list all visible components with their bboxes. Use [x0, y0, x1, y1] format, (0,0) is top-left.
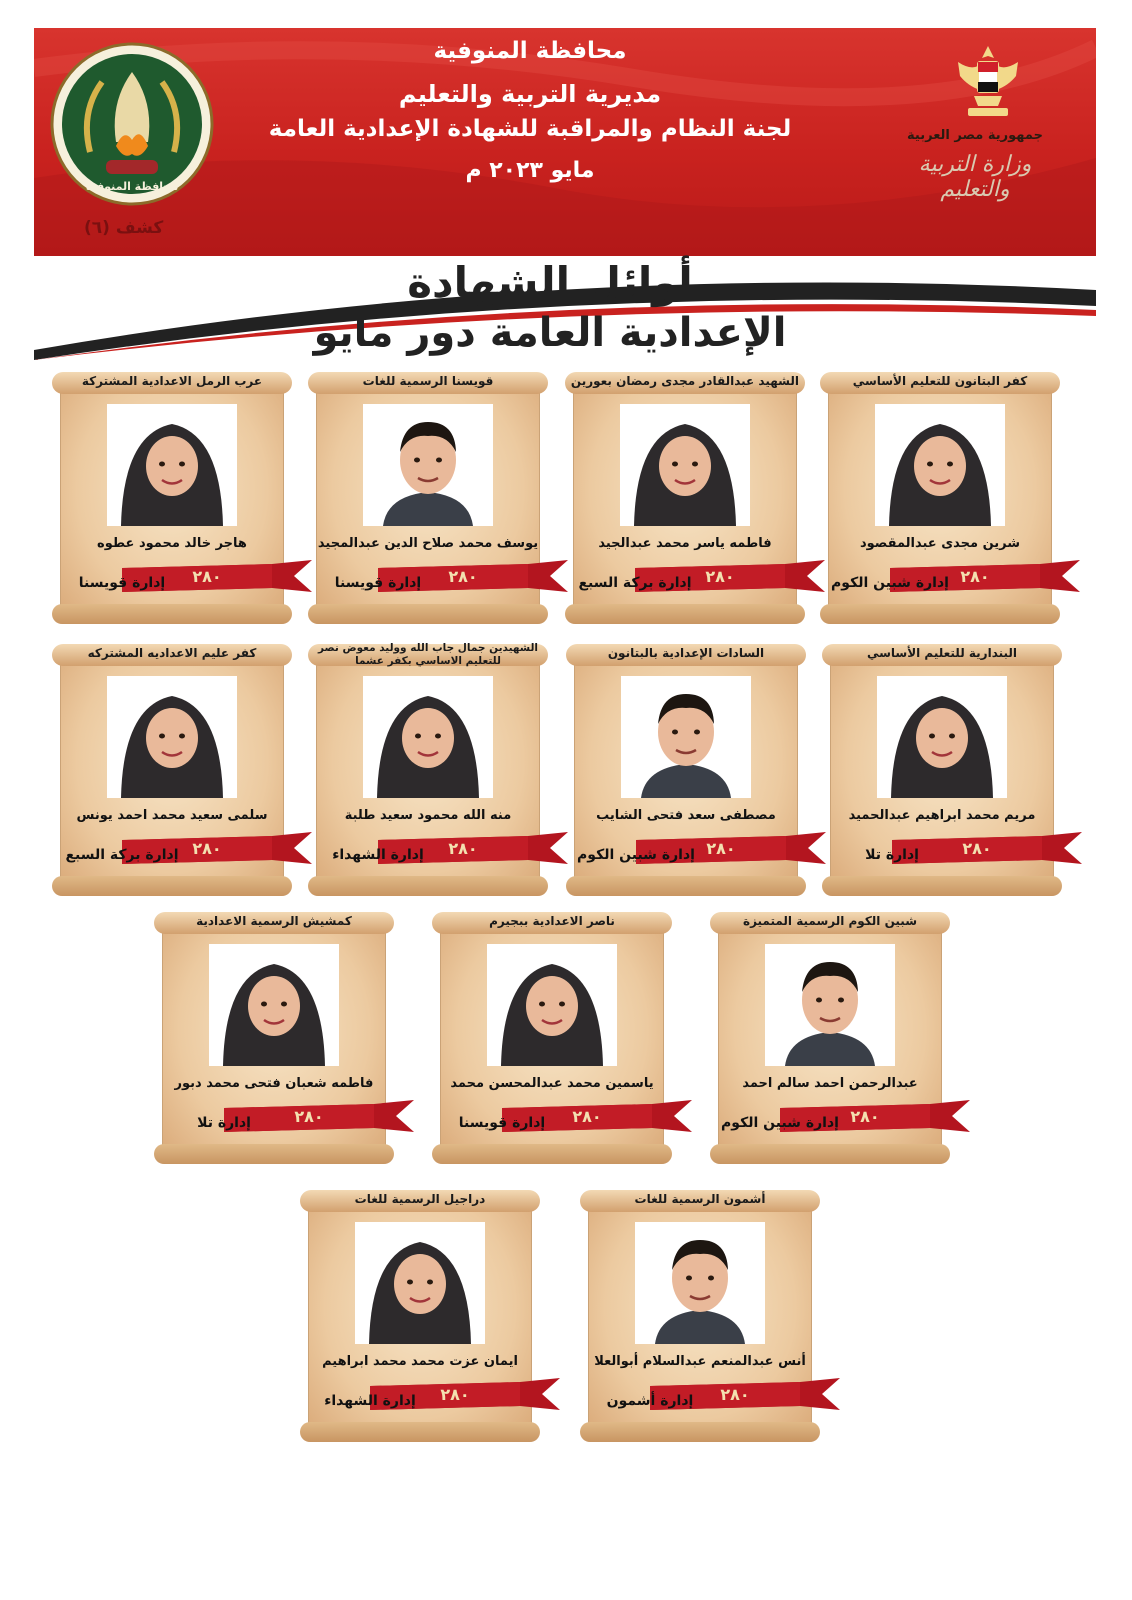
education-administration: إدارة قويسنا	[334, 575, 422, 591]
scroll-roll-bottom	[52, 604, 292, 624]
person-female-icon	[363, 676, 493, 798]
student-name: هاجر خالد محمود عطوه	[97, 536, 247, 551]
scroll-roll-bottom	[432, 1144, 672, 1164]
scroll-roll-bottom	[565, 604, 805, 624]
student-score: ٢٨٠	[294, 1107, 324, 1126]
education-administration: إدارة بركة السبع	[578, 575, 692, 591]
student-photo	[487, 944, 617, 1066]
student-score: ٢٨٠	[706, 839, 736, 858]
student-card-5	[822, 640, 1062, 896]
student-photo	[209, 944, 339, 1066]
student-photo	[765, 944, 895, 1066]
scroll-roll-bottom	[566, 876, 806, 896]
student-card-1	[820, 368, 1060, 624]
menofia-governorate-logo	[50, 42, 214, 206]
student-score: ٢٨٠	[962, 839, 992, 858]
page-subtitle: الإعدادية العامة دور مايو	[313, 310, 787, 356]
school-name: الشهيد عبدالقادر مجدى رمضان بعورين	[570, 374, 799, 388]
education-administration: إدارة شبين الكوم	[721, 1115, 839, 1131]
ministry-logo-text: وزارة التربية والتعليم	[918, 152, 1032, 202]
student-score: ٢٨٠	[192, 567, 222, 586]
student-score: ٢٨٠	[572, 1107, 602, 1126]
education-administration: إدارة تلا	[865, 847, 919, 863]
scroll-roll-bottom	[308, 876, 548, 896]
student-score: ٢٨٠	[960, 567, 990, 586]
education-administration: إدارة تلا	[197, 1115, 251, 1131]
student-score: ٢٨٠	[192, 839, 222, 858]
person-female-icon	[209, 944, 339, 1066]
person-male-icon	[621, 676, 751, 798]
student-card-3	[308, 368, 548, 624]
scroll-roll-bottom	[580, 1422, 820, 1442]
student-name: ايمان عزت محمد محمد ابراهيم	[322, 1354, 518, 1369]
republic-label: جمهورية مصر العربية	[907, 128, 1043, 143]
egypt-eagle-emblem-icon	[950, 40, 1026, 120]
person-male-icon	[635, 1222, 765, 1344]
person-female-icon	[620, 404, 750, 526]
school-name: السادات الإعدادية بالبتانون	[607, 646, 765, 660]
directorate-title: مديرية التربية والتعليم	[398, 80, 662, 108]
school-name: قويسنا الرسمية للغات	[362, 374, 494, 388]
scroll-roll-bottom	[52, 876, 292, 896]
scroll-roll-bottom	[154, 1144, 394, 1164]
school-name: البندارية للتعليم الأساسي	[866, 646, 1018, 660]
student-card-8	[52, 640, 292, 896]
person-male-icon	[363, 404, 493, 526]
education-administration: إدارة الشهداء	[324, 1393, 416, 1409]
student-score: ٢٨٠	[720, 1385, 750, 1404]
student-score: ٢٨٠	[705, 567, 735, 586]
school-name: أشمون الرسمية للغات	[634, 1192, 766, 1206]
person-female-icon	[487, 944, 617, 1066]
student-photo	[621, 676, 751, 798]
student-card-11	[154, 908, 394, 1164]
person-female-icon	[877, 676, 1007, 798]
student-card-4	[52, 368, 292, 624]
student-photo	[877, 676, 1007, 798]
education-administration: إدارة بركة السبع	[65, 847, 179, 863]
education-administration: إدارة الشهداء	[332, 847, 424, 863]
scroll-roll-bottom	[300, 1422, 540, 1442]
scroll-roll-bottom	[308, 604, 548, 624]
person-female-icon	[107, 404, 237, 526]
education-administration: إدارة أشمون	[606, 1393, 694, 1409]
student-name: فاطمه شعبان فتحى محمد دبور	[174, 1076, 374, 1091]
exam-date: مايو ٢٠٢٣ م	[465, 158, 595, 183]
school-name: كمشيش الرسمية الاعدادية	[196, 914, 352, 928]
education-administration: إدارة شبين الكوم	[577, 847, 695, 863]
scroll-roll-bottom	[710, 1144, 950, 1164]
student-photo	[363, 404, 493, 526]
sheet-number: كشف (٦)	[84, 218, 164, 238]
school-name: كفر عليم الاعداديه المشتركه	[87, 646, 257, 660]
student-name: أنس عبدالمنعم عبدالسلام أبوالعلا	[594, 1354, 806, 1369]
student-name: مصطفى سعد فتحى الشايب	[596, 808, 776, 823]
student-photo	[875, 404, 1005, 526]
student-score: ٢٨٠	[448, 567, 478, 586]
governorate-title: محافظة المنوفية	[433, 38, 627, 64]
student-name: عبدالرحمن احمد سالم احمد	[742, 1076, 918, 1091]
student-card-6	[566, 640, 806, 896]
student-photo	[620, 404, 750, 526]
student-card-10	[432, 908, 672, 1164]
student-score: ٢٨٠	[448, 839, 478, 858]
page-title: أوائل الشهادة	[407, 258, 693, 307]
student-name: يوسف محمد صلاح الدين عبدالمجيد	[317, 536, 539, 551]
scroll-roll-bottom	[820, 604, 1060, 624]
person-male-icon	[765, 944, 895, 1066]
student-score: ٢٨٠	[440, 1385, 470, 1404]
student-card-12	[580, 1186, 820, 1442]
student-photo	[107, 676, 237, 798]
student-name: ياسمين محمد عبدالمحسن محمد	[450, 1076, 654, 1091]
student-score: ٢٨٠	[850, 1107, 880, 1126]
student-photo	[635, 1222, 765, 1344]
student-name: منه الله محمود سعيد طلبة	[344, 808, 512, 823]
student-card-13	[300, 1186, 540, 1442]
education-administration: إدارة شبين الكوم	[831, 575, 949, 591]
education-administration: إدارة قويسنا	[78, 575, 166, 591]
education-administration: إدارة قويسنا	[458, 1115, 546, 1131]
committee-title: لجنة النظام والمراقبة للشهادة الإعدادية العامة	[268, 116, 792, 142]
student-name: سلمى سعيد محمد احمد يونس	[76, 808, 268, 823]
school-name: ناصر الاعدادية ببجيرم	[489, 914, 615, 928]
scroll-roll-bottom	[822, 876, 1062, 896]
student-card-2	[565, 368, 805, 624]
student-name: شرين مجدى عبدالمقصود	[859, 536, 1021, 551]
person-female-icon	[355, 1222, 485, 1344]
person-female-icon	[875, 404, 1005, 526]
student-card-9	[710, 908, 950, 1164]
person-female-icon	[107, 676, 237, 798]
school-name: شبين الكوم الرسمية المتميزة	[742, 914, 917, 928]
student-name: فاطمه ياسر محمد عبدالجيد	[598, 536, 772, 551]
student-photo	[107, 404, 237, 526]
gov-logo-text: محافظة المنوفية	[85, 180, 179, 193]
student-photo	[363, 676, 493, 798]
school-name: عرب الرمل الاعدادية المشتركة	[81, 374, 263, 388]
school-name: كفر البتانون للتعليم الأساسي	[852, 374, 1028, 388]
student-name: مريم محمد ابراهيم عبدالحميد	[848, 808, 1036, 823]
student-photo	[355, 1222, 485, 1344]
school-name: دراجيل الرسمية للغات	[354, 1192, 486, 1206]
student-card-7	[308, 640, 548, 896]
school-name: الشهيدين جمال جاب الله ووليد معوض نصر للتعليم الاساسي بكفر عشما	[317, 642, 539, 667]
